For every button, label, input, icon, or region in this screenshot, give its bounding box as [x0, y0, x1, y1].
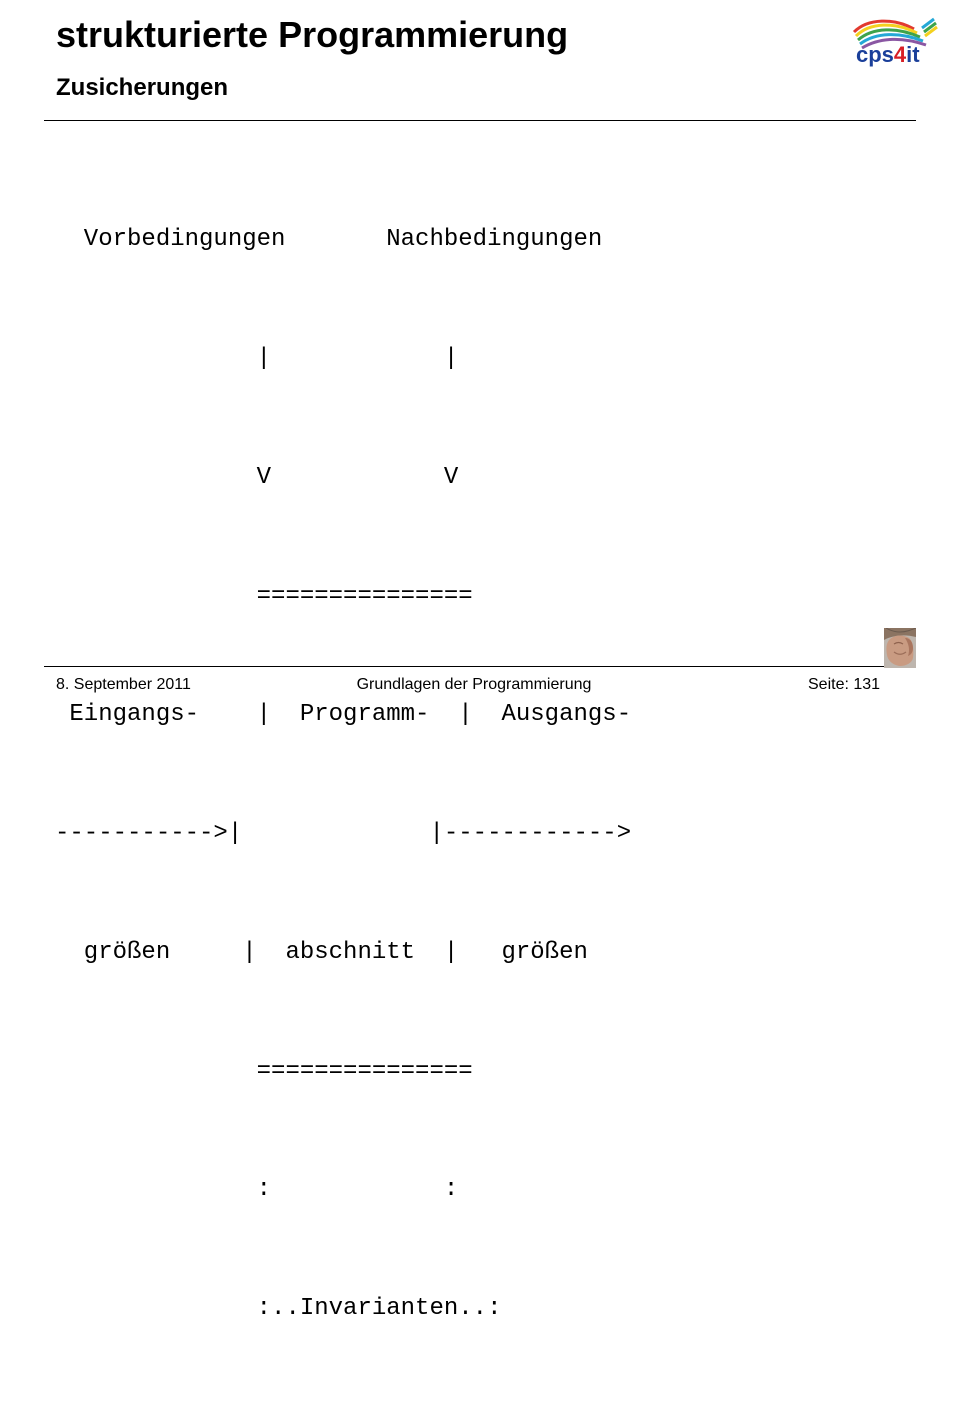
- footer-divider: [44, 666, 884, 667]
- cps4it-logo: [850, 12, 940, 68]
- diagram-line: Vorbedingungen Nachbedingungen: [55, 226, 603, 254]
- diagram-line: Eingangs- | Programm- | Ausgangs-: [55, 701, 632, 729]
- diagram-line: größen | abschnitt | größen: [55, 938, 588, 966]
- diagram-line: ===============: [55, 1057, 473, 1085]
- slide-subtitle: Zusicherungen: [56, 74, 229, 101]
- diagram-line: ===============: [55, 582, 473, 610]
- slide-title: strukturierte Programmierung: [56, 14, 569, 55]
- footer-page-number: Seite: 131: [808, 676, 881, 693]
- assertions-diagram: [55, 141, 631, 1408]
- diagram-line: | |: [55, 344, 459, 372]
- diagram-line: V V: [55, 463, 459, 491]
- diagram-line: : :: [55, 1176, 459, 1204]
- title-divider: [44, 120, 916, 121]
- diagram-line: ----------->| |------------>: [55, 820, 632, 848]
- footer-date: 8. September 2011: [56, 676, 191, 693]
- svg-text:cps4it: cps4it: [856, 42, 920, 67]
- presenter-photo-icon: [884, 628, 916, 668]
- diagram-line: :..Invarianten..:: [55, 1295, 502, 1323]
- footer-course-title: Grundlagen der Programmierung: [356, 676, 592, 693]
